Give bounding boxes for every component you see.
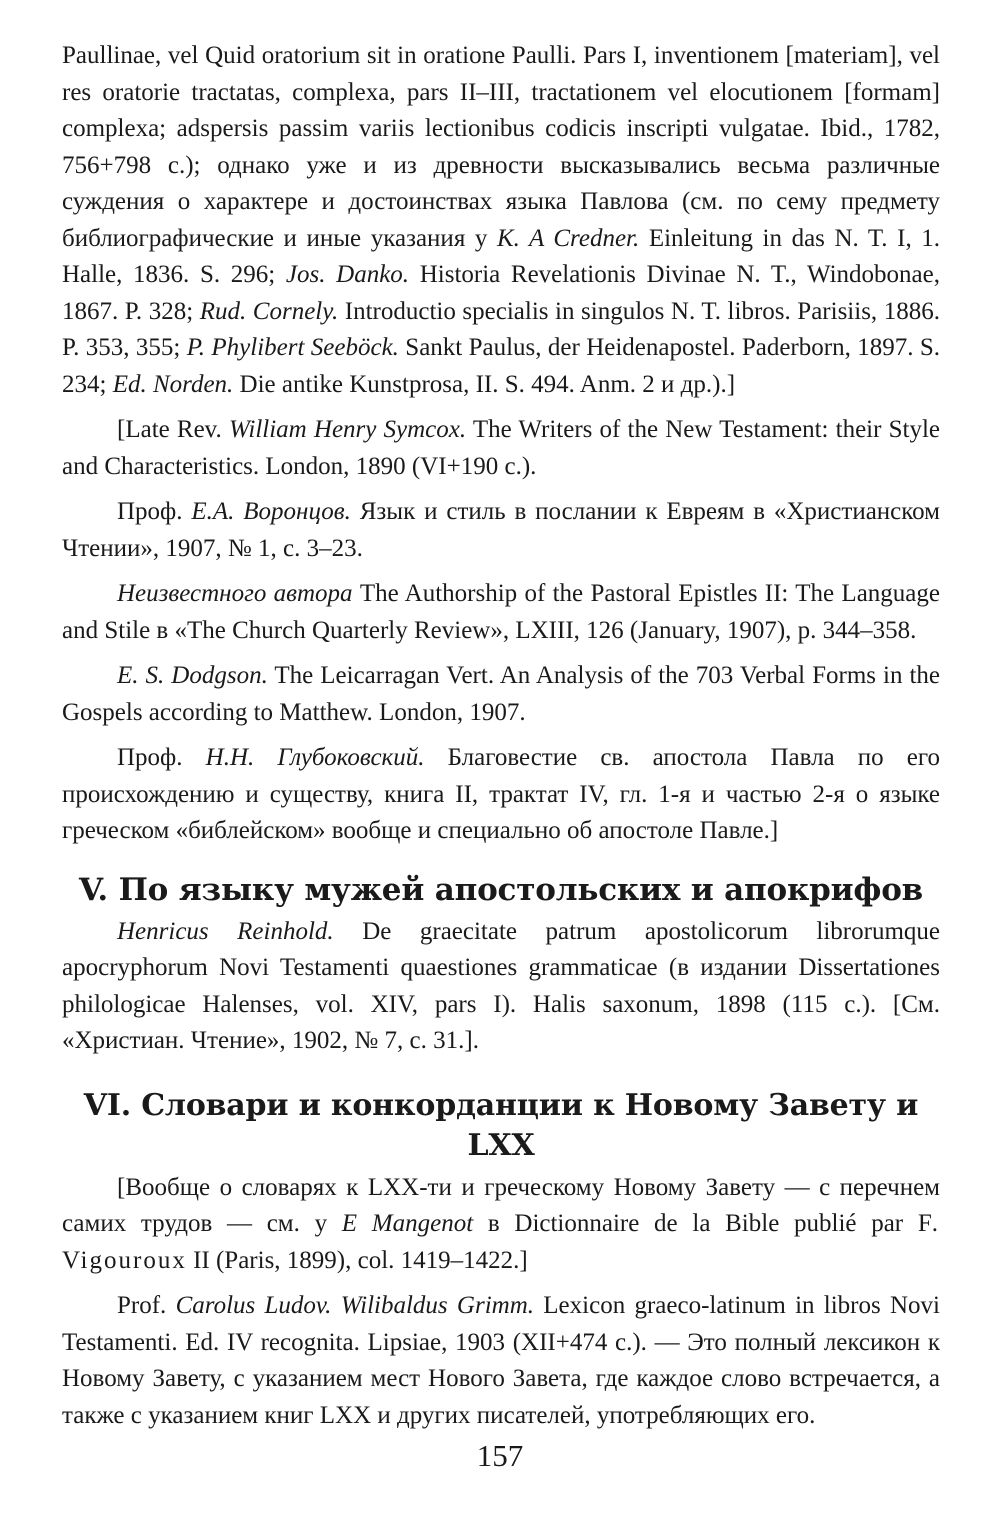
text-run: в Dictionnaire de la Bible publié par xyxy=(473,1210,918,1237)
author-name: Е.А. Воронцов. xyxy=(191,498,351,525)
text-run: Die antike Kunstprosa, II. S. 494. Anm. 2 и др.).] xyxy=(233,370,736,398)
author-name: P. Phylibert Seeböck. xyxy=(186,334,399,361)
author-name: K. A Credner. xyxy=(496,224,640,252)
text-run: Проф. xyxy=(117,744,206,771)
section-heading-vi: VI. Словари и конкорданции к Новому Завету и LXX xyxy=(83,1087,919,1163)
bibliography-note xyxy=(62,1170,940,1280)
text-run: II (Paris, 1899), col. 1419–1422.] xyxy=(186,1246,528,1274)
bibliography-entry-continued xyxy=(62,38,940,403)
author-name: Неизвестного автора xyxy=(117,580,353,607)
text-run: Historia Revelationis Divinae N. T., Windobonae, 1867. P. 328; xyxy=(62,261,940,325)
text-run: Проф. xyxy=(117,498,192,525)
section-heading-v: V. По языку мужей апостольских и апокрифов xyxy=(78,871,924,908)
text-run: Sankt Paulus, der Heidenapostel. Paderborn, 1897. S. 234; xyxy=(62,334,940,398)
author-name: Carolus Ludov. Wilibaldus Grimm. xyxy=(175,1292,535,1319)
text-run: Paullinae, vel Quid oratorium sit in oratione Paulli. Pars I, inventionem [materiam], vel res oratorie tractatas, complexa, pars II–III, tractationem vel elocutionem [formam] complexa; adspersis passim variis lectionibus codicis inscripti vulgatae. Ibid., 1782, 756+798 с.); однако уже и из древности высказывались весьма различные суждения о характере и достоинствах языка Павлова (см. по сему предмету библиографические и иные указания у xyxy=(62,42,940,252)
text-run: The Leicarragan Vert. An Analysis of the 703 Verbal Forms in the Gospels according to Matthew. London, 1907. xyxy=(62,662,940,726)
text-run: De graecitate patrum apostolicorum librorumque apocryphorum Novi Testamenti quaestiones grammaticae (в издании Dissertationes philologicae Halenses, vol. XIV, pars I). Halis saxonum, 1898 (115 с.). [См. «Христиан. Чтение», 1902, № 7, с. 31.]. xyxy=(62,917,940,1054)
page-body xyxy=(62,38,940,1443)
author-name: Jos. Danko. xyxy=(285,261,410,288)
text-run: Introductio specialis in singulos N. T. libros. Parisiis, 1886. P. 353, 355; xyxy=(62,297,940,361)
text-run: The Writers of the New Testament: their Style and Characteristics. London, 1890 (VI+190 с.). xyxy=(62,416,940,480)
text-run: Язык и стиль в послании к Евреям в «Христианском Чтении», 1907, № 1, с. 3–23. xyxy=(62,498,940,562)
bibliography-entry xyxy=(62,740,940,850)
page-number: 157 xyxy=(476,1438,524,1473)
bibliography-entry xyxy=(62,576,940,649)
text-run: Einleitung in das N. T. I, 1. Halle, 1836. S. 296; xyxy=(62,224,941,288)
text-run: [Вообще о словарях к LXX-ти и греческому Новому Завету — с перечнем самих трудов — см. у xyxy=(62,1173,940,1237)
bibliography-entry xyxy=(62,1288,940,1434)
author-name: William Henry Symcox. xyxy=(228,416,467,443)
text-run: Благовестие св. апостола Павла по его происхождению и существу, книга II, трактат IV, гл. 1-я и частью 2-я о языке греческом «библейском» вообще и специально об апостоле Павле.] xyxy=(62,744,940,844)
author-name: Henricus Reinhold. xyxy=(117,917,334,945)
author-name: Н.Н. Глубоковский. xyxy=(205,744,425,771)
bibliography-entry xyxy=(62,412,940,485)
author-name: Rud. Cornely. xyxy=(199,297,339,325)
text-run: The Authorship of the Pastoral Epistles II: The Language and Stile в «The Church Quarterly Review», LXIII, 126 (January, 1907), p. 344–358. xyxy=(62,580,940,644)
bibliography-entry xyxy=(62,658,940,731)
editor-name: F. Vigouroux xyxy=(62,1210,941,1274)
author-name: Ed. Norden. xyxy=(112,370,234,398)
author-name: E. S. Dodgson. xyxy=(117,662,268,689)
text-run: [Late Rev. xyxy=(117,416,229,443)
text-run: Prof. xyxy=(117,1292,176,1319)
text-run: Lexicon graeco-latinum in libros Novi Testamenti. Ed. IV recognita. Lipsiae, 1903 (XII+474 с.). — Это полный лексикон к Новому Завету, с указанием мест Нового Завета, где каждое слово встречается, а также с указанием книг LXX и других писателей, употребляющих его. xyxy=(62,1292,941,1429)
bibliography-entry xyxy=(62,914,940,1060)
bibliography-entry xyxy=(62,494,940,567)
author-name: E Mangenot xyxy=(341,1210,474,1237)
